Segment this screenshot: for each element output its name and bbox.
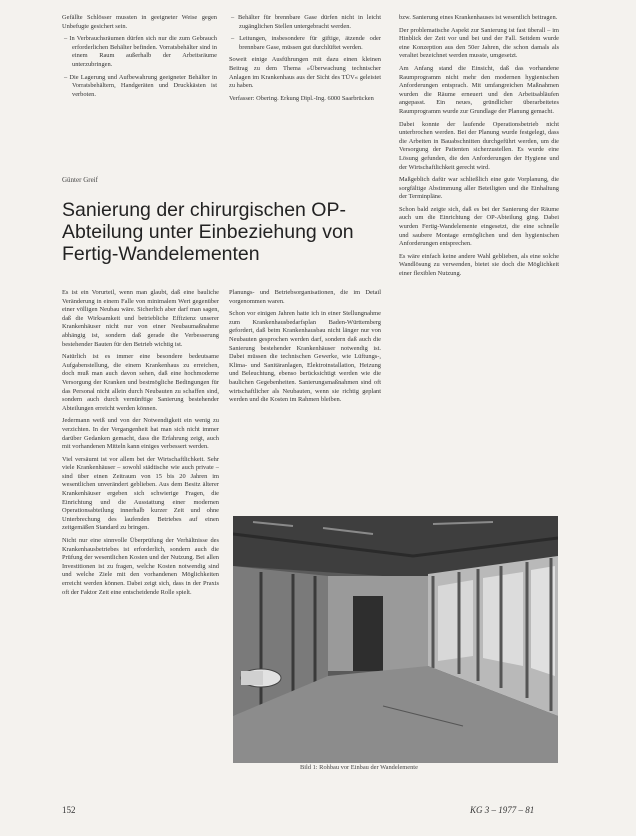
- construction-photo: [233, 516, 558, 763]
- column-2-top-text: [229, 14, 381, 156]
- paragraph: Schon vor einigen Jahren hatte ich in einer Stellungnahme zum Krankenhausbedarfsplan Baden-Württemberg gefordert, daß beim Krankenhausbau nicht länger nur von Neubauten gesprochen werden darf, sondern daß auch die Sanierung bestehender Krankenhäuser notwendig ist. Dabei müssen die technischen Gewerke, wie Lüftungs-, Klima- und Sanitäranlagen, Elektroinstallation, Heizung und Beleuchtung, ebenso berücksichtigt werden wie die baulichen Gegebenheiten. Sanierungsmaßnahmen sind oft wirtschaftlicher als Neubauten, wenn sie richtig geplant werden und die Kosten im Rahmen bleiben.: [229, 310, 381, 404]
- paragraph: Jedermann weiß und von der Notwendigkeit ein wenig zu verzichten. In der Vergangenheit hat man sich nicht immer darüber Gedanken gemacht, dass die Erfahrung zeigt, auch mit vorhandenen Mitteln kann einiges verbessert werden.: [62, 417, 219, 451]
- paragraph: Der problematische Aspekt zur Sanierung ist fast überall – im Hinblick der Zeit vor und bei und der Fall. Seitdem wurde eine Konzeption aus den 50er Jahren, die schon damals als veraltet bezeichnet werden musste, umgesetzt.: [399, 26, 559, 60]
- paragraph: Dabei konnte der laufende Operationsbetrieb nicht unterbrochen werden. Bei der Planung wurde festgelegt, dass die Arbeiten in Bauabschnitten durchgeführt werden, um die Versorgung der Patienten sicherzustellen. Es wurde eine Lösung gefunden, die den Anforderungen der Hygiene und der Wirtschaftlichkeit gerecht wird.: [399, 120, 559, 171]
- column-2-main-text: [229, 289, 381, 509]
- list-item: – In Verbrauchsräumen dürfen sich nur die zum Gebrauch erforderlichen Behälter befinden. Vorratsbehälter sind in einem Raum außerhalb der Arbeitsräume unterzubringen.: [64, 35, 217, 68]
- paragraph: bzw. Sanierung eines Krankenhauses ist wesentlich beitragen.: [399, 14, 558, 21]
- paragraph: Am Anfang stand die Einsicht, daß das vorhandene Raumprogramm nicht mehr den modernen hygienischen Anforderungen entsprach. Mit umfangreichen Maßnahmen wurden die Räume erneuert und den Arbeitsabläufen angepasst. Ein neues, gründlicher überarbeitetes Raumprogramm wurde zur Grundlage der Planung gemacht.: [399, 64, 559, 115]
- paragraph: Viel versäumt ist vor allem bei der Wirtschaftlichkeit. Sehr viele Krankenhäuser – sowohl städtische wie auch private – sind über einen Zeitraum von 15 bis 20 Jahren im wesentlichen unverändert geblieben. Aus dem Besitz älterer Krankenhäuser ergeben sich schwierige Fragen, die Einrichtung und die Ausstattung einer modernen Operationsabteilung innerhalb kurzer Zeit und ohne Unterbrechung des laufenden Betriebes auf einen zeitgemäßen Standard zu bringen.: [62, 455, 219, 532]
- paragraph: Es wäre einfach keine andere Wahl geblieben, als eine solche Wandlösung zu verwenden, bietet sie doch die Möglichkeit einer flexiblen Nutzung.: [399, 252, 559, 278]
- journal-reference: KG 3 – 1977 – 81: [470, 805, 535, 815]
- list-item: – Behälter für brennbare Gase dürfen nicht in leicht zugänglichen Stellen untergebracht werden.: [231, 14, 381, 30]
- photo-caption: Bild 1: Rohbau vor Einbau der Wandelemente: [300, 764, 418, 771]
- article-author: Günter Greif: [62, 176, 98, 184]
- list-item: – Leitungen, insbesondere für giftige, ätzende oder brennbare Gase, müssen gut durchlüftet werden.: [231, 35, 381, 51]
- paragraph: Schon bald zeigte sich, daß es bei der Sanierung der Räume auch um die Einrichtung der OP-Abteilung ging. Dabei wurden Fertig-Wandelemente eingesetzt, die eine schnelle und saubere Montage ermöglichen und den hygienischen Anforderungen entsprechen.: [399, 205, 559, 248]
- paragraph: Planungs- und Betriebsorganisationen, die im Detail vorgenommen waren.: [229, 289, 381, 305]
- paragraph: Nicht nur eine sinnvolle Überprüfung der Verhältnisse des Krankenhausbetriebes ist erforderlich, sondern auch die Prüfung der wesentlichen Kosten und der Nutzung. Bei allen Investitionen ist zu fragen, welche Kosten notwendig sind und welche Ziele mit den vorhandenen Möglichkeiten erreicht werden können. Dabei zeigt sich, dass in der Praxis oft der Faktor Zeit eine entscheidende Rolle spielt.: [62, 537, 219, 596]
- paragraph: Gefällte Schlösser mussten in geeigneter Weise gegen Unbefugte gesichert sein.: [62, 14, 217, 30]
- paragraph: Soweit einige Ausführungen mit dazu einen kleinen Beitrag zu dem Thema »Überwachung technischer Anlagen im Krankenhaus aus der Sicht des TÜV« geleistet zu haben.: [229, 56, 381, 90]
- page-number: 152: [62, 805, 76, 815]
- column-1-main-text: [62, 289, 219, 799]
- article-title: Sanierung der chirurgischen OP-Abteilung unter Einbeziehung von Fertig-Wandelementen: [62, 199, 354, 265]
- author-note: Verfasser: Obering. Erkung Dipl.-Ing. 6000 Saarbrücken: [229, 94, 374, 102]
- paragraph: Maßgeblich dafür war schließlich eine gute Vorplanung, die sorgfältige Abstimmung aller Beteiligten und die Einhaltung der Terminpläne.: [399, 176, 559, 201]
- column-1-top-text: [62, 14, 217, 156]
- construction-photo-illustration: [233, 516, 558, 763]
- list-item: – Die Lagerung und Aufbewahrung geeigneter Behälter in Vorratsbehältern, Handgeräten und Druckkästen ist verboten.: [64, 73, 217, 98]
- paragraph: Natürlich ist es immer eine besondere bedeutsame Aufgabenstellung, die einem Krankenhaus zu erreichen, doch muß man auch davon sehen, daß eine hochmoderne Versorgung der Kranken und bestmögliche Bedingungen für das Personal nicht allein durch Neubauten zu schaffen sind, sondern auch durch vernünftige Sanierung bestehender Abteilungen erreicht werden können.: [62, 353, 219, 412]
- column-3-text: [399, 14, 559, 509]
- paragraph: Es ist ein Vorurteil, wenn man glaubt, daß eine bauliche Veränderung in einem Falle von minimalem Wert gegenüber einer völligen Neubau wäre. Sicherlich aber darf man sagen, daß die Wirksamkeit und betriebliche Effizienz unserer Krankenhäuser nicht nur von einer Neubaumaßnahme abhängig ist, sondern daß gerade die Verbesserung bestehender Bauten für den Betrieb wichtig ist.: [62, 289, 219, 348]
